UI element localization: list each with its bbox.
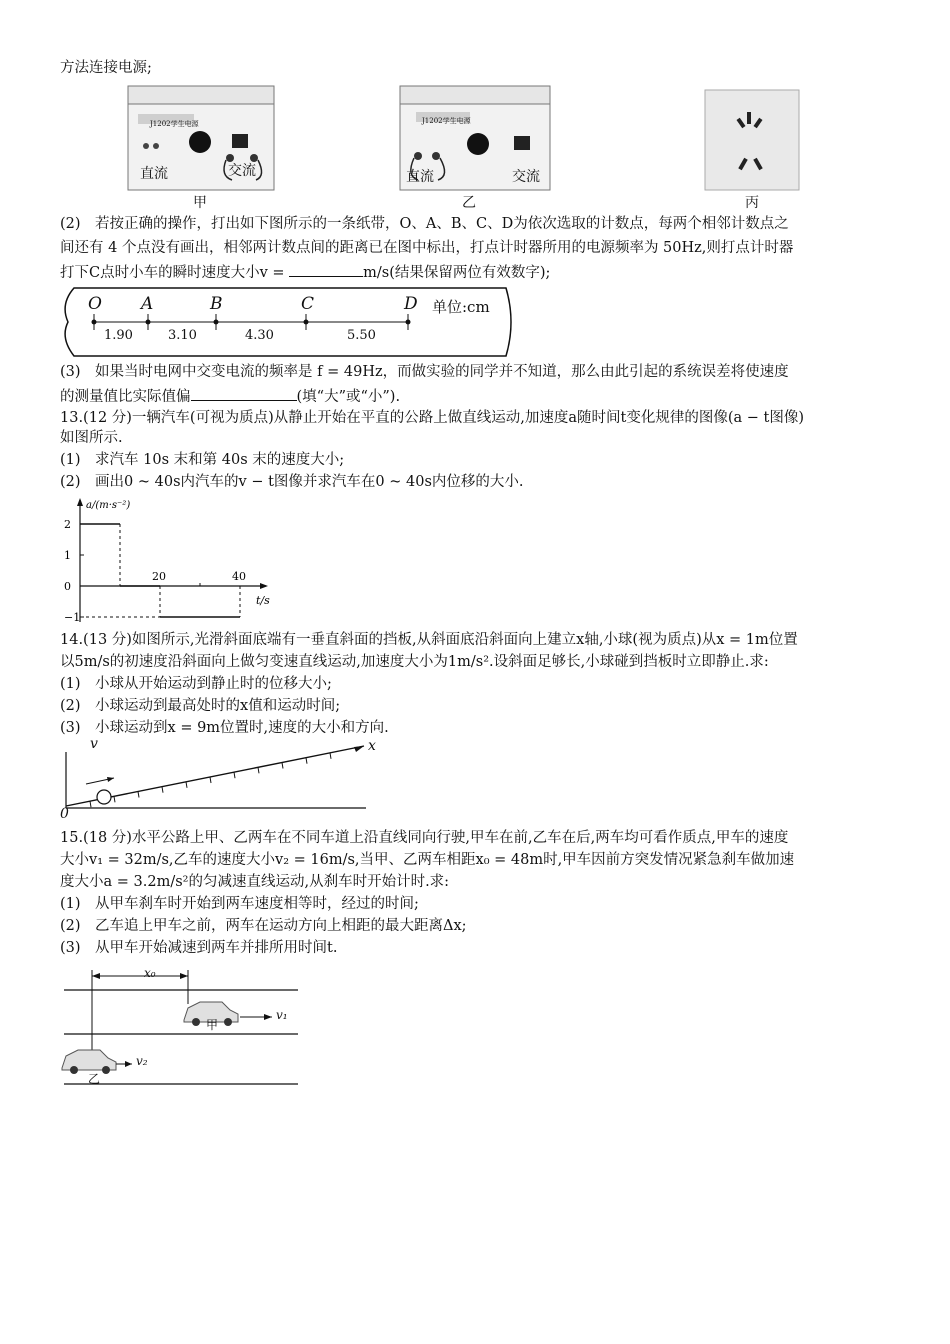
tape-point-b: B [210, 294, 223, 314]
answer-blank-velocity[interactable] [289, 262, 363, 277]
tape-distance-oa: 1.90 [104, 328, 133, 343]
q13-line1: 13.(12 分)一辆汽车(可视为质点)从静止开始在平直的公路上做直线运动,加速度a随时间t变化规律的图像(a − t图像) [60, 410, 804, 426]
q12-3-line2-post: (填“大”或“小”). [296, 389, 401, 405]
incline-tick-2 [114, 796, 115, 802]
incline-tick-1 [90, 801, 91, 807]
tape-distance-bc: 4.30 [245, 328, 274, 343]
road-jia-label: 甲 [206, 1018, 219, 1032]
incline-tick-5 [186, 782, 187, 788]
paper-tape-figure [58, 282, 518, 362]
tape-point-a: A [141, 294, 154, 314]
road-yi-label: 乙 [88, 1072, 101, 1086]
ac-label-yi: 交流 [512, 169, 540, 185]
q12-2-line2: 间还有 4 个点没有画出，相邻两计数点间的距离已在图中标出，打点计时器所用的电源频率为 50Hz,则打点计时器 [60, 240, 794, 256]
ac-label-jia: 交流 [228, 163, 256, 179]
intro-line: 方法连接电源; [60, 60, 152, 76]
x-axis-label: t/s [256, 594, 270, 607]
supply-label-jia: J1202学生电源 [150, 120, 199, 128]
q12-2-line3-pre: 打下C点时小车的瞬时速度大小v = [60, 265, 285, 281]
q15-line2: 大小v₁ = 32m/s,乙车的速度大小v₂ = 16m/s,当甲、乙两车相距x₀ = 48m时,甲车因前方突发情况紧急刹车做加速 [60, 852, 795, 868]
q14-line2: 以5m/s的初速度沿斜面向上做匀变速直线运动,加速度大小为1m/s².设斜面足够长,小球碰到挡板时立即静止.求: [60, 654, 769, 670]
caption-yi: 乙 [462, 195, 476, 211]
q12-2-line3 [60, 262, 550, 283]
tape-point-d: D [404, 294, 418, 314]
q14-sub3: (3) 小球运动到x = 9m位置时,速度的大小和方向. [60, 720, 389, 736]
incline-tick-4 [162, 787, 163, 793]
q14-line1: 14.(13 分)如图所示,光滑斜面底端有一垂直斜面的挡板,从斜面底沿斜面向上建立x轴,小球(视为质点)从x = 1m位置 [60, 632, 798, 648]
incline-origin-label: 0 [60, 806, 69, 822]
incline-tick-7 [234, 772, 235, 778]
y-tick-label-0: 2 [64, 518, 71, 531]
q14-sub1: (1) 小球从开始运动到静止时的位移大小; [60, 676, 332, 692]
q15-line3: 度大小a = 3.2m/s²的匀减速直线运动,从刹车时开始计时.求: [60, 874, 450, 890]
q15-line1: 15.(18 分)水平公路上甲、乙两车在不同车道上沿直线同向行驶,甲车在前,乙车在后,两车均可看作质点,甲车的速度 [60, 830, 789, 846]
answer-blank-bias[interactable] [191, 386, 297, 401]
tape-point-o: O [88, 294, 102, 314]
q13-sub1: (1) 求汽车 10s 末和第 40s 末的速度大小; [60, 452, 345, 468]
tape-distance-cd: 5.50 [347, 328, 376, 343]
y-axis-arrow [77, 498, 83, 506]
x-tick-label-1: 40 [232, 570, 246, 583]
q13-sub2: (2) 画出0 ~ 40s内汽车的v − t图像并求汽车在0 ~ 40s内位移的大小. [60, 474, 524, 490]
incline-tick-11 [330, 753, 331, 759]
incline-figure [56, 740, 386, 820]
q12-2-line1: (2) 若按正确的操作，打出如下图所示的一条纸带，O、A、B、C、D为依次选取的计数点，每两个相邻计数点之 [60, 216, 789, 232]
y-tick-label-2: 0 [64, 580, 71, 593]
incline-tick-6 [210, 777, 211, 783]
q12-3-line2 [60, 386, 400, 407]
tape-point-c: C [301, 294, 315, 314]
dc-label-jia: 直流 [140, 166, 168, 182]
incline-tick-8 [258, 767, 259, 773]
q12-3-line1: (3) 如果当时电网中交变电流的频率是 f = 49Hz，而做实验的同学并不知道，那么由此引起的系统误差将使速度 [60, 364, 789, 380]
q15-sub2: (2) 乙车追上甲车之前，两车在运动方向上相距的最大距离Δx; [60, 918, 467, 934]
tape-unit: 单位:cm [432, 298, 490, 316]
x-tick-label-0: 20 [152, 570, 166, 583]
caption-bing: 丙 [745, 195, 759, 211]
wall-socket-bing [705, 90, 799, 190]
road-v2-label: v₂ [136, 1054, 148, 1068]
q13-line2: 如图所示. [60, 430, 123, 446]
y-axis-label: a/(m·s⁻²) [86, 500, 131, 511]
dc-label-yi: 直流 [406, 169, 434, 185]
road-x0-label: x₀ [144, 966, 156, 980]
caption-jia: 甲 [193, 195, 207, 211]
incline-tick-10 [306, 758, 307, 764]
a-t-chart [56, 494, 286, 626]
q12-2-line3-post: m/s(结果保留两位有效数字); [363, 265, 551, 281]
incline-v-label: v [90, 736, 98, 752]
q15-sub1: (1) 从甲车刹车时开始到两车速度相等时，经过的时间; [60, 896, 419, 912]
incline-x-label: x [368, 738, 376, 754]
y-tick-label-3: −1 [64, 611, 81, 624]
road-v1-label: v₁ [276, 1008, 288, 1022]
x-axis-arrow [260, 583, 268, 589]
incline-tick-9 [282, 763, 283, 769]
y-tick-label-1: 1 [64, 549, 71, 562]
q12-3-line2-pre: 的测量值比实际值偏 [60, 389, 191, 405]
incline-tick-3 [138, 792, 139, 798]
q14-sub2: (2) 小球运动到最高处时的x值和运动时间; [60, 698, 341, 714]
supply-label-yi: J1202学生电源 [422, 117, 471, 125]
q15-sub3: (3) 从甲车开始减速到两车并排所用时间t. [60, 940, 338, 956]
tape-distance-ab: 3.10 [168, 328, 197, 343]
